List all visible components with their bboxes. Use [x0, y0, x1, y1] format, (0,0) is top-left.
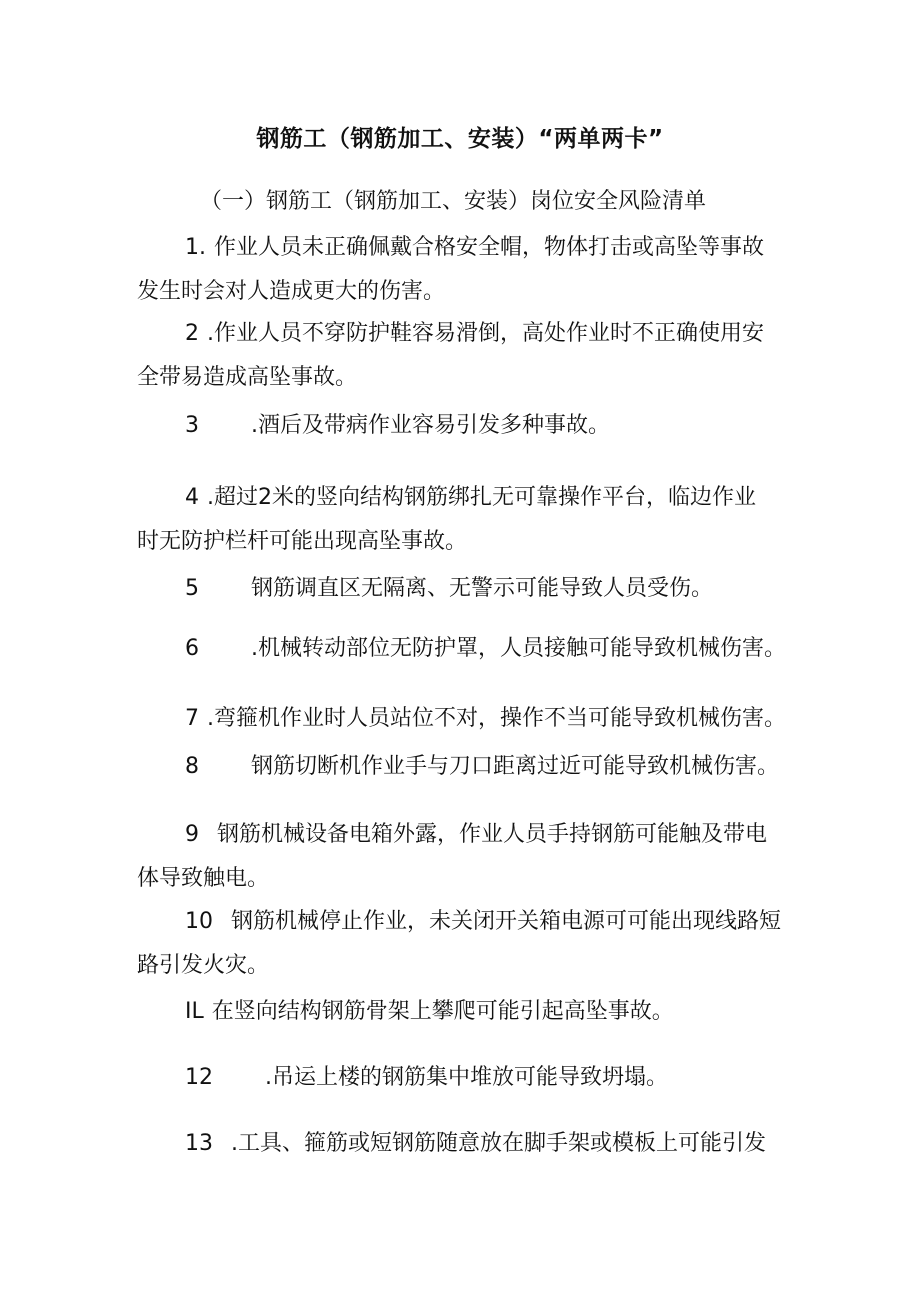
item-text: 钢筋机械停止作业，未关闭开关箱电源可可能出现线路短 [231, 909, 782, 934]
item-number: 7 [185, 706, 199, 731]
item-text: .酒后及带病作业容易引发多种事故。 [251, 413, 610, 438]
document-title: 钢筋工（钢筋加工、安装）“两单两卡” [256, 126, 664, 152]
item-text-continued: 时无防护栏杆可能出现高坠事故。 [137, 529, 468, 554]
item-number: 13 [185, 1131, 213, 1156]
list-item [137, 900, 807, 988]
list-item [137, 404, 807, 448]
item-number: 8 [185, 754, 199, 779]
item-text: 钢筋机械设备电箱外露，作业人员手持钢筋可能触及带电 [217, 822, 768, 847]
item-number: 10 [185, 909, 213, 934]
item-number: 9 [185, 822, 199, 847]
list-item [137, 476, 807, 564]
item-text: .吊运上楼的钢筋集中堆放可能导致坍塌。 [265, 1065, 668, 1090]
list-item [137, 627, 807, 671]
item-text: .超过2米的竖向结构钢筋绑扎无可靠操作平台，临边作业 [207, 485, 756, 510]
item-text: 作业人员未正确佩戴合格安全帽，物体打击或高坠等事故 [214, 235, 765, 260]
item-text: .弯箍机作业时人员站位不对，操作不当可能导致机械伤害。 [207, 706, 786, 731]
item-number: IL [185, 999, 204, 1024]
item-number: 4 [185, 485, 199, 510]
list-item [137, 1122, 807, 1166]
list-item [137, 813, 807, 901]
item-text-continued: 发生时会对人造成更大的伤害。 [137, 279, 446, 304]
item-number: 12 [185, 1065, 213, 1090]
item-text: 钢筋切断机作业手与刀口距离过近可能导致机械伤害。 [251, 754, 780, 779]
list-item [137, 567, 807, 611]
list-item [137, 226, 807, 314]
list-item [137, 312, 807, 400]
item-text: 钢筋调直区无隔离、无警示可能导致人员受伤。 [251, 576, 714, 601]
item-number: 3 [185, 413, 199, 438]
list-item [137, 1056, 807, 1100]
item-text-continued: 路引发火灾。 [137, 953, 270, 978]
item-number: 2 [185, 321, 199, 346]
item-text: .工具、箍筋或短钢筋随意放在脚手架或模板上可能引发 [231, 1131, 766, 1156]
list-item [137, 990, 807, 1034]
section-heading: （一）钢筋工（钢筋加工、安装）岗位安全风险清单 [200, 189, 707, 214]
list-item [137, 697, 807, 741]
item-number: 1. [185, 235, 206, 260]
item-text: .作业人员不穿防护鞋容易滑倒，高处作业时不正确使用安 [207, 321, 764, 346]
item-text: .机械转动部位无防护罩，人员接触可能导致机械伤害。 [251, 636, 786, 661]
item-text-continued: 体导致触电。 [137, 866, 270, 891]
list-item [137, 745, 807, 789]
item-text: 在竖向结构钢筋骨架上攀爬可能引起高坠事故。 [211, 999, 674, 1024]
item-number: 6 [185, 636, 199, 661]
item-text-continued: 全带易造成高坠事故。 [137, 365, 358, 390]
item-number: 5 [185, 576, 199, 601]
